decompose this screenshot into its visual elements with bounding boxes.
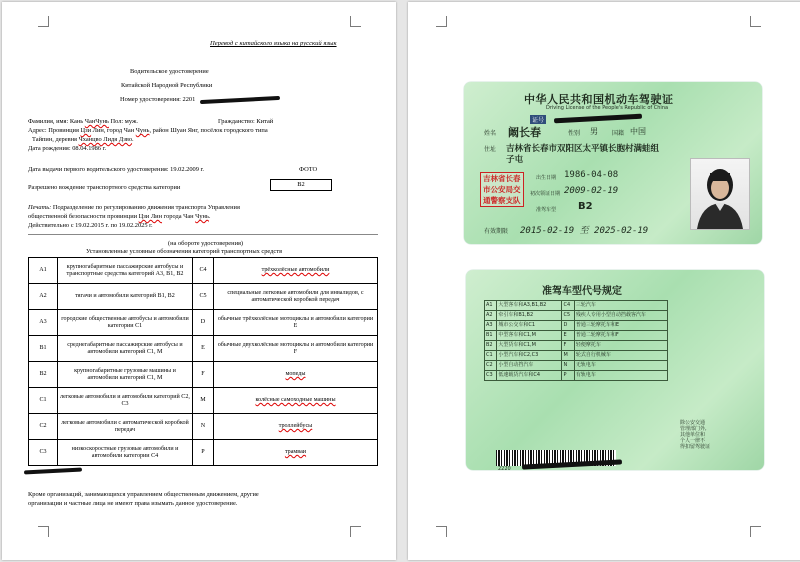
table-cell-d1: городские общественные автобусы и автомобили категории C1 [58, 310, 193, 336]
table-cell-c1: C1 [29, 388, 58, 414]
table-cell-c2: C4 [193, 258, 214, 284]
table-cell-d2: трёхколёсные автомобили [214, 258, 378, 284]
doc-title-line-1: Водительское удостоверение [130, 68, 209, 75]
license-front-card [464, 82, 762, 244]
scan-page [408, 2, 800, 560]
code-cell: 大型客车和A3,B1,B2 [497, 301, 562, 311]
code-cell: 普通三轮摩托车和E [574, 321, 667, 331]
table-cell-c2: P [193, 440, 214, 466]
code-cell: A2 [485, 311, 497, 321]
code-cell: 有轨电车 [574, 371, 667, 381]
table-cell-c1: C2 [29, 414, 58, 440]
seal-line-1: Печать: Подразделение по регулированию движения транспорта Управления [28, 204, 240, 211]
code-cell: D [562, 321, 574, 331]
code-cell: 普通二轮摩托车和F [574, 331, 667, 341]
code-cell: 城市公交车和C1 [497, 321, 562, 331]
code-cell: 小型自动挡汽车 [497, 361, 562, 371]
police-stamp: 吉林省长春 市公安局交 通警察支队 [480, 172, 524, 207]
doc-title-line-2: Китайской Народной Республики [121, 82, 213, 89]
name-label: 姓名 [484, 130, 497, 137]
code-row [485, 321, 668, 331]
divider [28, 234, 378, 235]
name-value: 阚长春 [508, 126, 541, 139]
code-cell: 残疾人专用小型自动挡载客汽车 [574, 311, 667, 321]
table-cell-c1: B2 [29, 362, 58, 388]
permitted-category-box: B2 [270, 179, 332, 191]
number-redaction [554, 114, 642, 124]
table-cell-d1: крупногабаритные грузовые машины и автомобили категорий C1, M [58, 362, 193, 388]
crop-mark-bottom-right [350, 526, 361, 537]
code-cell: 大型货车和C1,M [497, 341, 562, 351]
driver-photo [690, 158, 750, 230]
address-line-1: Адрес: Провинция Цзи Лин, город Чан Чунь, район Шуан Янг, посёлок городского типа [28, 127, 268, 134]
code-cell: 无轨电车 [574, 361, 667, 371]
back-card-title: 准驾车型代号规定 [542, 286, 622, 297]
sex-value: 男 [590, 127, 598, 136]
crop-mark-top-left [38, 16, 49, 27]
table-row [29, 336, 378, 362]
redaction-mark-2 [24, 467, 82, 474]
photo-label: ФОТО [299, 166, 318, 173]
code-cell: 低速载货汽车和C4 [497, 371, 562, 381]
first-issue-date: Дата выдачи первого водительского удостоверения: 19.02.2009 г. [28, 166, 205, 173]
code-cell: A1 [485, 301, 497, 311]
table-cell-c2: N [193, 414, 214, 440]
birth-value: 1986-04-08 [564, 170, 619, 180]
code-row [485, 341, 668, 351]
code-cell: C2 [485, 361, 497, 371]
table-row [29, 414, 378, 440]
code-cell: 轮式自行机械车 [574, 351, 667, 361]
address-label: 住址 [484, 146, 497, 153]
crop-mark-bottom-left [38, 526, 49, 537]
seal-line-2: общественной безопасности провинции Цзи Лин города Чан Чунь. [28, 213, 211, 220]
table-row [29, 284, 378, 310]
table-cell-c2: D [193, 310, 214, 336]
code-row [485, 331, 668, 341]
table-cell-d2: обычные трёхколёсные мотоциклы и автомобили категории E [214, 310, 378, 336]
crop-mark-top-right [750, 16, 761, 27]
code-row [485, 371, 668, 381]
first-issue-value: 2009-02-19 [564, 186, 619, 196]
birth-date: Дата рождения: 08.04.1986 г. [28, 145, 107, 152]
footer-line-1: Кроме организаций, занимающихся управлением общественным движением, другие [28, 491, 259, 498]
table-row [29, 440, 378, 466]
code-cell: 中型客车和C1,M [497, 331, 562, 341]
crop-mark-top-right [350, 16, 361, 27]
table-cell-d2: колёсные самоходные машины [214, 388, 378, 414]
license-number: Номер удостоверения: 2201 [120, 96, 196, 103]
table-cell-d2: обычные двухколёсные мотоциклы и автомобили категории F [214, 336, 378, 362]
license-back-card [466, 270, 764, 470]
validity: Действительно с 19.02.2015 г. по 19.02.2025 г. [28, 222, 153, 229]
category-table [28, 257, 378, 466]
table-row [29, 362, 378, 388]
table-cell-c1: A3 [29, 310, 58, 336]
table-cell-c2: E [193, 336, 214, 362]
table-caption: Установленные условные обозначения категорий транспортных средств [86, 248, 283, 255]
table-cell-d1: легковые автомобили с автоматической коробкой передач [58, 414, 193, 440]
table-cell-c2: C5 [193, 284, 214, 310]
code-cell: C4 [562, 301, 574, 311]
validity-value: 2015-02-19 至 2025-02-19 [520, 226, 649, 236]
person-icon [691, 159, 749, 229]
code-cell: N [562, 361, 574, 371]
table-row [29, 388, 378, 414]
code-row [485, 351, 668, 361]
crop-mark-bottom-right [750, 526, 761, 537]
back-card-note: 除公安交通 管理部门外, 其他单位和 个人一律不 得扣留驾驶证 [680, 420, 711, 450]
code-cell: 轻便摩托车 [574, 341, 667, 351]
crop-mark-bottom-left [436, 526, 447, 537]
code-cell: C3 [485, 371, 497, 381]
table-cell-d1: низкоскоростные грузовые автомобили и автомобили категории C4 [58, 440, 193, 466]
birth-label: 出生日期 [536, 175, 557, 181]
code-row [485, 301, 668, 311]
code-cell: B1 [485, 331, 497, 341]
nationality-value: 中国 [630, 127, 646, 136]
redaction-mark [200, 96, 280, 104]
code-cell: M [562, 351, 574, 361]
code-cell: C5 [562, 311, 574, 321]
address-line-2: Тайпин, деревня Чханцво Лидя Дзво. [32, 136, 134, 143]
class-label: 准驾车型 [536, 207, 557, 213]
translation-header: Перевод с китайского языка на русский язык [210, 40, 337, 47]
code-cell: B2 [485, 341, 497, 351]
table-cell-c1: C3 [29, 440, 58, 466]
card-subtitle: Driving License of the People's Republic of China [546, 105, 669, 111]
class-value: B2 [578, 201, 593, 212]
code-cell: 小型汽车和C2,C3 [497, 351, 562, 361]
table-cell-d1: крупногабаритные пассажирские автобусы и транспортные средства категорий A3, B1, B2 [58, 258, 193, 284]
address-value-2: 子屯 [506, 155, 524, 165]
translation-page [2, 2, 396, 560]
crop-mark-top-left [436, 16, 447, 27]
table-cell-c2: F [193, 362, 214, 388]
address-value: 吉林省长春市双阳区太平镇长胞村满蛙组 [506, 144, 660, 154]
code-cell: F [562, 341, 574, 351]
footer-line-2: организации и частные лица не имеют права изымать данное удостоверение. [28, 500, 238, 507]
barcode-serial: 2220 [498, 466, 511, 470]
code-table [484, 300, 668, 381]
nationality: Гражданство: Китай [218, 118, 274, 125]
code-cell: C1 [485, 351, 497, 361]
first-issue-label: 初次领证日期 [530, 191, 561, 197]
table-cell-c1: B1 [29, 336, 58, 362]
table-cell-c1: A2 [29, 284, 58, 310]
validity-label: 有效期限 [484, 228, 509, 235]
code-cell: E [562, 331, 574, 341]
table-cell-d1: легковые автомобили и автомобили категорий C2, C3 [58, 388, 193, 414]
code-row [485, 361, 668, 371]
reverse-label: (на обороте удостоверения) [168, 240, 244, 247]
code-cell: A3 [485, 321, 497, 331]
code-cell: 牵引车和B1,B2 [497, 311, 562, 321]
table-cell-c2: M [193, 388, 214, 414]
table-cell-d2: специальные легковые автомобили для инвалидов, с автоматической коробкой передач [214, 284, 378, 310]
code-cell: P [562, 371, 574, 381]
code-cell: 三轮汽车 [574, 301, 667, 311]
number-label: 证号 [532, 117, 545, 124]
table-cell-d1: тягачи и автомобили категорий B1, B2 [58, 284, 193, 310]
table-cell-c1: A1 [29, 258, 58, 284]
card-title: 中华人民共和国机动车驾驶证 [524, 93, 674, 106]
table-row [29, 310, 378, 336]
code-row [485, 311, 668, 321]
nationality-label: 国籍 [612, 130, 625, 137]
name-line: Фамилия, имя: Кань ЧанЧунь Пол: муж. [28, 118, 138, 125]
table-cell-d2: мопеды [214, 362, 378, 388]
table-cell-d1: среднегабаритные пассажирские автобусы и автомобили категорий C1, M [58, 336, 193, 362]
sex-label: 性别 [568, 130, 581, 137]
permitted-label: Разрешено вождение транспортного средства категории [28, 184, 181, 191]
table-cell-d2: трамваи [214, 440, 378, 466]
table-row [29, 258, 378, 284]
table-cell-d2: троллейбусы [214, 414, 378, 440]
